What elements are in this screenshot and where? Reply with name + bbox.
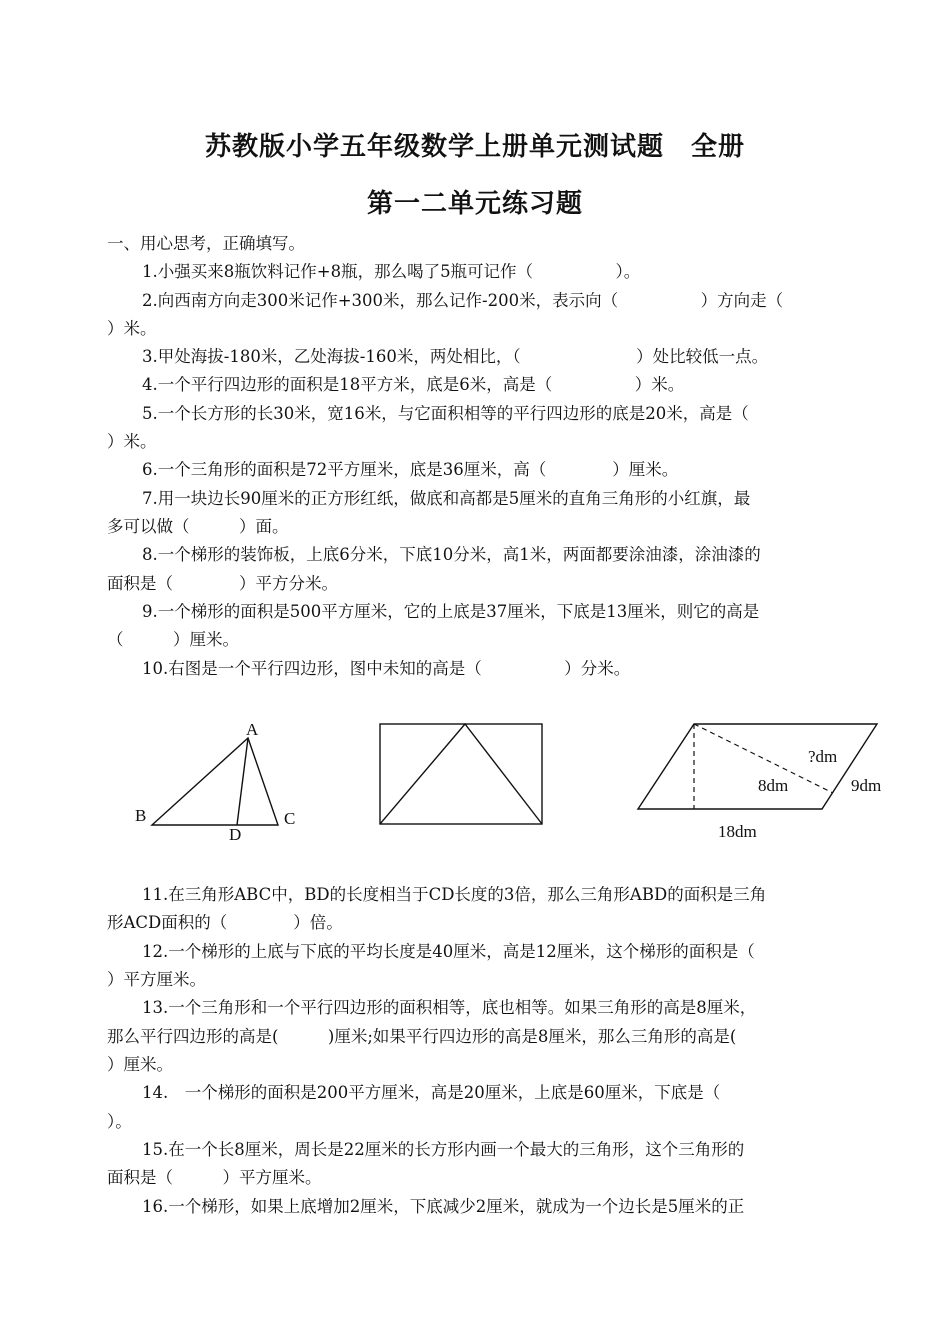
question-5-cont: ）米。 <box>107 432 157 451</box>
rectangle <box>380 724 542 824</box>
label-d: D <box>229 825 242 844</box>
question-8-cont: 面积是（ ）平方分米。 <box>107 574 338 593</box>
question-7: 7.用一块边长90厘米的正方形红纸，做底和高都是5厘米的直角三角形的小红旗，最 <box>142 489 751 508</box>
question-6: 6.一个三角形的面积是72平方厘米，底是36厘米，高（ ）厘米。 <box>142 460 679 479</box>
question-12: 12.一个梯形的上底与下底的平均长度是40厘米，高是12厘米，这个梯形的面积是（ <box>142 942 755 961</box>
question-14-cont: ）。 <box>107 1112 132 1131</box>
inscribed-triangle <box>380 724 542 824</box>
question-11-cont: 形ACD面积的（ ）倍。 <box>107 913 343 932</box>
label-base: 18dm <box>718 822 757 841</box>
question-2: 2.向西南方向走300米记作+300米，那么记作-200米，表示向（ ）方向走（ <box>142 291 784 310</box>
parallelogram <box>638 724 877 809</box>
question-2-cont: ）米。 <box>107 319 157 338</box>
question-11: 11.在三角形ABC中，BD的长度相当于CD长度的3倍，那么三角形ABD的面积是三角 <box>142 885 767 904</box>
question-9: 9.一个梯形的面积是500平方厘米，它的上底是37厘米，下底是13厘米，则它的高是 <box>142 602 760 621</box>
question-13: 13.一个三角形和一个平行四边形的面积相等，底也相等。如果三角形的高是8厘米， <box>142 998 757 1017</box>
label-height: 8dm <box>758 776 789 795</box>
label-side: 9dm <box>851 776 882 795</box>
question-8: 8.一个梯形的装饰板，上底6分米，下底10分米，高1米，两面都要涂油漆，涂油漆的 <box>142 545 761 564</box>
question-3: 3.甲处海拔-180米，乙处海拔-160米，两处相比，（ ）处比较低一点。 <box>142 347 769 366</box>
question-15: 15.在一个长8厘米，周长是22厘米的长方形内画一个最大的三角形，这个三角形的 <box>142 1140 745 1159</box>
question-12-cont: ）平方厘米。 <box>107 970 206 989</box>
label-b: B <box>135 806 147 825</box>
question-10: 10.右图是一个平行四边形，图中未知的高是（ ）分米。 <box>142 659 631 678</box>
page-title: 苏教版小学五年级数学上册单元测试题 全册 <box>204 132 745 162</box>
question-13-cont: 那么平行四边形的高是( )厘米;如果平行四边形的高是8厘米，那么三角形的高是( <box>107 1027 737 1046</box>
page-subtitle: 第一二单元练习题 <box>366 189 583 219</box>
triangle-figure <box>135 720 295 844</box>
question-15-cont: 面积是（ ）平方厘米。 <box>107 1168 322 1187</box>
figures <box>0 700 950 860</box>
rectangle-figure <box>380 724 542 824</box>
question-7-cont: 多可以做（ ）面。 <box>107 517 289 536</box>
question-13-cont2: ）厘米。 <box>107 1055 173 1074</box>
triangle-abc <box>152 738 278 825</box>
question-9-cont: （ ）厘米。 <box>107 630 239 649</box>
question-5: 5.一个长方形的长30米，宽16米，与它面积相等的平行四边形的底是20米，高是（ <box>142 404 749 423</box>
question-1: 1.小强买来8瓶饮料记作+8瓶，那么喝了5瓶可记作（ ）。 <box>142 262 641 281</box>
section-heading: 一、用心思考，正确填写。 <box>107 234 305 253</box>
question-4: 4.一个平行四边形的面积是18平方米，底是6米，高是（ ）米。 <box>142 375 685 394</box>
parallelogram-figure <box>638 724 881 841</box>
label-a: A <box>246 720 259 739</box>
segment-ad <box>237 738 248 825</box>
label-unknown-height: ?dm <box>808 747 838 766</box>
question-16: 16.一个梯形，如果上底增加2厘米，下底减少2厘米，就成为一个边长是5厘米的正 <box>142 1197 745 1216</box>
question-14: 14. 一个梯形的面积是200平方厘米，高是20厘米，上底是60厘米，下底是（ <box>142 1083 721 1102</box>
label-c: C <box>284 809 296 828</box>
